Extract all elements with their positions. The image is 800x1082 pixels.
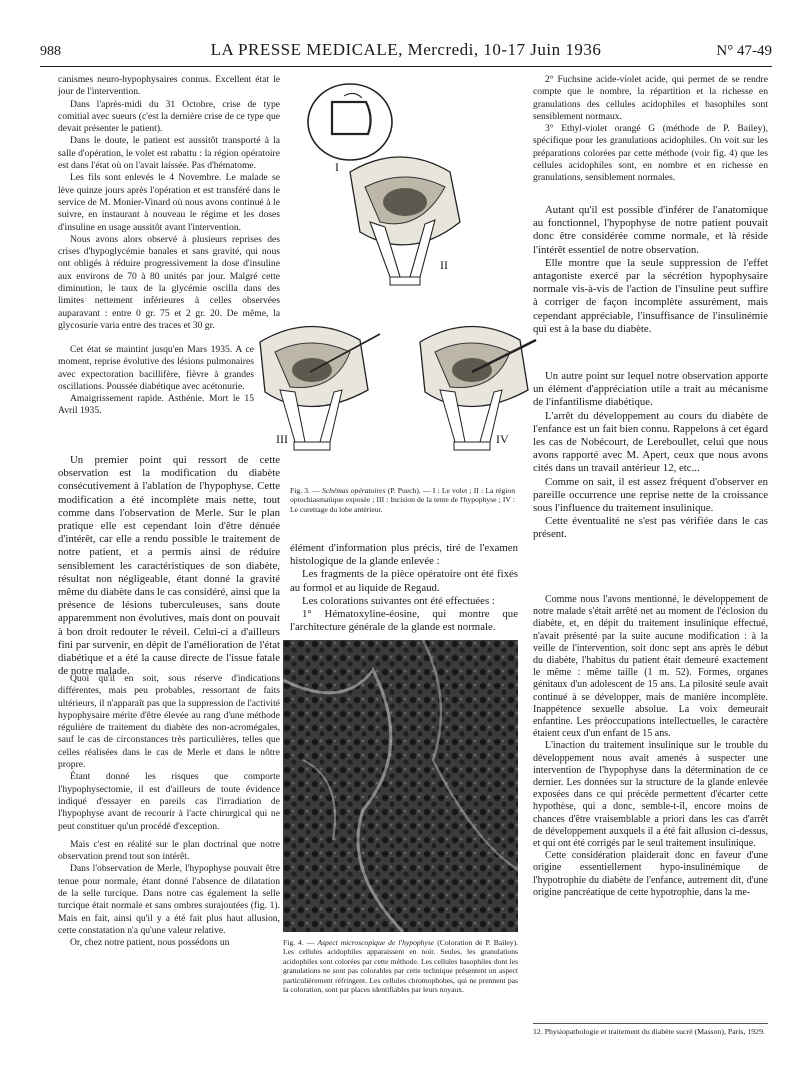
paragraph: Un autre point sur lequel notre observation apporte un élément d'appréciation utile a trait au mécanisme de l'infantilisme diabétique.: [533, 370, 768, 409]
caption-title: Aspect microscopique de l'hypophyse: [317, 938, 435, 947]
figure-4-photomicrograph: [283, 640, 518, 932]
paragraph: Or, chez notre patient, nous possédons un: [70, 937, 230, 949]
paragraph: Cette éventualité ne s'est pas vérifiée dans le cas présent.: [533, 515, 768, 541]
figure-3-caption: Fig. 3. — Schémas opératoires (P. Puech). — I : Le volet ; II : La région optochiasmatique exposée ; III : Incision de la tente de l'hypophyse ; IV : Le curettage du lobe antérieur.: [290, 486, 516, 514]
footnote: 12. Physiopathologie et traitement du diabète sucré (Masson), Paris, 1929.: [533, 1023, 768, 1037]
paragraph: Un premier point qui ressort de cette observation est la modification du diabète consécutivement à l'ablation de l'hypophyse. Cette modification a été incomplète mais nette, tout comme dans l'observation de Merle. Sur le plan pratique elle est cependant loin d'être dénuée d'intérêt, car elle a rendu possible le traitement de notre patient, et a permis ainsi de réduire sensiblement les caractéristiques de son diabète, résultat non négligeable, étant donné la gravité même du diabète dans le cas considéré, ainsi que la présence de lésions tuberculeuses, sans doute apparemment non évolutives, mais dont on pouvait à bon droit redouter le réveil. Celui-ci a d'ailleurs fini par survenir, en dépit de l'amélioration de l'état diabétique et a été la cause directe de l'issue fatale de notre malade.: [58, 454, 280, 678]
schema-i-head: [308, 84, 392, 160]
paragraph: Elle montre que la seule suppression de l'effet antagoniste exercé par la sécrétion hypophysaire normale vis-à-vis de l'action de l'insuline peut suffire à corriger de façon incomplète assurément, mais cependant appréciable, l'insuffisance de l'insulinémie qui est à la base du diabète.: [533, 256, 768, 335]
column-1-bottom: [58, 673, 280, 950]
caption-text: (Coloration de P. Bailey). Les cellules acidophiles apparaissent en noir. Seules, les granulations acidophiles sont colorées par cette méthode. Les cellules basophiles dont les granulations ne sont pas colorables par cette technique présentent un aspect particulièrement réfringent. Les cellules chromophobes, qui ne prennent pas la coloration, sont par places identifiables par leurs noyaux.: [283, 938, 519, 995]
caption-label: Fig. 4.: [283, 938, 304, 947]
figure-label-ii: II: [440, 258, 448, 272]
paragraph: 2° Fuchsine acide-violet acide, qui permet de se rendre compte que le nombre, la répartition et la richesse en granulations des cellules acidophiles et basophiles sont sensiblement normaux.: [533, 74, 768, 122]
schema-iv-curettage: [420, 326, 536, 450]
figure-3-drawings: [250, 72, 540, 480]
paragraph: Les fils sont enlevés le 4 Novembre. Le malade se lève quinze jours après l'opération et est transféré dans le service de M. Monier-Vinard où nous avons continué à le suivre, en instaurant à nouveau le régime et les doses d'insuline en usage aussitôt avant l'intervention.: [58, 172, 280, 233]
paragraph: Dans l'après-midi du 31 Octobre, crise de type comitial avec sueurs (c'est la dernière crise de ce type que devait présenter le patient).: [58, 98, 280, 135]
paragraph: canismes neuro-hypophysaires connus. Excellent état le jour de l'intervention.: [58, 74, 280, 98]
paragraph: Comme nous l'avons mentionné, le développement de notre malade s'était arrêté net au moment de l'éclosion du diabète, et, en dépit du traitement insulinique effectué, n'avait présenté par la suite aucune modification : à la veille de l'intervention, soit donc sept ans après le début du diabète, l'habitus du patient était demeuré exactement le même : même taille (1 m. 52). Formes, organes génitaux d'un adolescent de 15 ans. La pilosité seule avait continué à se développer, mais de manière incomplète. Inappétence sexuelle absolue. La voix demeurait enfantine. Les préoccupations intellectuelles, le caractère étaient ceux d'un enfant de 15 ans.: [533, 594, 768, 740]
caption-text: (P. Puech). — I : Le volet ; II : La région optochiasmatique exposée ; III : Incision de la tente de l'hypophyse ; IV : Le curettage du lobe antérieur.: [290, 486, 516, 514]
paragraph: L'arrêt du développement au cours du diabète de l'enfance est un fait bien connu. Rappelons à cet égard les cas de Nobécourt, de Lereboullet, celui que nous avons rapporté avec M. Apert, ceux que nous avons cités dans un travail antérieur 12, etc...: [533, 409, 768, 475]
paragraph: Mais c'est en réalité sur le plan doctrinal que notre observation prend tout son intérêt.: [58, 838, 280, 863]
column-3-top: [533, 74, 768, 185]
figure-label-iv: IV: [496, 432, 509, 446]
paragraph: Étant donné les risques que comporte l'hypophysectomie, il est d'ailleurs de toute évidence indiqué d'essayer en pareils cas l'irradiation de l'hypophyse avant de recourir à l'acte chirurgical qui ne peut constituer qu'un procédé d'exception.: [58, 771, 280, 832]
figure-label-iii: III: [276, 432, 288, 446]
column-1-body: [58, 454, 280, 678]
paragraph: Cette considération plaiderait donc en faveur d'une origine essentiellement hypo-insulinémique de l'hypotrophie du diabète de l'enfance, autrement dit, d'une origine pancréatique de cette hypotrophie, dans la me-: [533, 850, 768, 898]
paragraph: élément d'information plus précis, tiré de l'examen histologique de la glande enlevée :: [290, 542, 518, 568]
paragraph: Comme on sait, il est assez fréquent d'observer en pareille occurrence une reprise nette de la croissance sous l'influence du traitement insulinique.: [533, 475, 768, 515]
caption-title: Schémas opératoires: [321, 486, 386, 495]
paragraph: L'inaction du traitement insulinique sur le trouble du développement nous avait amenés à suspecter une intervention de l'hypophyse dans la détermination de ce dernier. Les données sur la structure de la glande enlevée exposées dans ce qui précède permettent d'écarter cette hypothèse, qui a donc, semble-t-il, encore moins de chances d'être vraisemblable a priori dans les cas d'arrêt de développement auxquels il a été fait allusion ci-dessus, et qui ont été corrigés par le seul traitement insulinique.: [533, 740, 768, 850]
column-3-upper: [533, 204, 768, 336]
issue-number: N° 47-49: [716, 43, 772, 59]
paragraph: Amaigrissement rapide. Asthénie. Mort le 15 Avril 1935.: [58, 393, 254, 417]
column-3-lower: [533, 594, 768, 899]
caption-label: Fig. 3.: [290, 486, 310, 495]
figure-4-caption: Fig. 4. — Aspect microscopique de l'hypophyse (Coloration de P. Bailey). Les cellules acidophiles apparaissent en noir. Seules, les granulations acidophiles sont colorées par cette méthode. Les cellules basophiles dont les granulations ne sont pas colorables par cette technique présentent un aspect particulièrement réfringent. Les cellules chromophobes, qui ne prennent pas la coloration, sont par places identifiables par leurs noyaux.: [283, 938, 519, 995]
paragraph: Les fragments de la pièce opératoire ont été fixés au formol et au liquide de Regaud.: [290, 568, 518, 594]
paragraph: Dans l'observation de Merle, l'hypophyse pouvait être tenue pour normale, étant donné l'absence de dilatation de la selle turcique. Dans notre cas également la selle turcique était normale et sans ombres surajoutées (fig. 1). Mais en fait, ainsi qu'il y a été fait plus haut allusion, cette constatation n'a qu'une valeur relative.: [58, 863, 280, 936]
figure-label-i: I: [335, 160, 339, 174]
column-3-middle: [533, 370, 768, 542]
journal-title: LA PRESSE MEDICALE, Mercredi, 10-17 Juin 1936: [210, 40, 602, 59]
column-2-text: [290, 542, 518, 634]
running-header: [40, 40, 772, 67]
column-1-top: [58, 74, 280, 332]
column-1-mid: [58, 344, 254, 418]
paragraph: 1° Hématoxyline-éosine, qui montre que l'architecture générale de la glande est normale.: [290, 608, 518, 634]
paragraph: Cet état se maintint jusqu'en Mars 1935. A ce moment, reprise évolutive des lésions pulmonaires avec expectoration bacillifère, fièvre à grandes oscillations. Poussée diabétique avec acétonurie.: [58, 344, 254, 392]
paragraph: 3° Ethyl-violet orangé G (méthode de P. Bailey), spécifique pour les granulations acidophiles. On voit sur les préparations colorées par cette méthode (voir fig. 4) que les cellules acidophiles sont, en nombre et en richesse en granulations, sensiblement normales.: [533, 123, 768, 184]
paragraph: Autant qu'il est possible d'inférer de l'anatomique au fonctionnel, l'hypophyse de notre patient pouvait donc être considérée comme normale, et là réside l'intérêt essentiel de notre observation.: [533, 204, 768, 256]
page-number: 988: [40, 44, 61, 59]
paragraph: Nous avons alors observé à plusieurs reprises des crises d'hypoglycémie banales et sans gravité, qui nous ont obligés à réduire progressivement la dose d'insuline aux environs de 70 à 80 unités par jour. Malgré cette diminution, le taux de la glycémie oscilla dans des limites nettement inférieures à celles observées auparavant : entre 0 gr. 75 et 2 gr. 20. De même, la glycosurie varia entre des traces et 30 gr.: [58, 233, 280, 331]
paragraph: Quoi qu'il en soit, sous réserve d'indications différentes, mais peu probables, ressortant de faits ultérieurs, il n'apparaît pas que la suppression de l'activité hypophysaire mérite d'être élevée au rang d'une méthode régulière de traitement du diabète des non-acromégales, sauf le cas de circonstances très particulières, telles que celles réalisées dans le cas de Merle et dans le nôtre propre.: [58, 673, 280, 771]
paragraph: Dans le doute, le patient est aussitôt transporté à la salle d'opération, le volet est rabattu : la région opératoire est dans l'état où on l'avait laissée. Pas d'hématome.: [58, 135, 280, 172]
paragraph: Les colorations suivantes ont été effectuées :: [302, 594, 495, 607]
